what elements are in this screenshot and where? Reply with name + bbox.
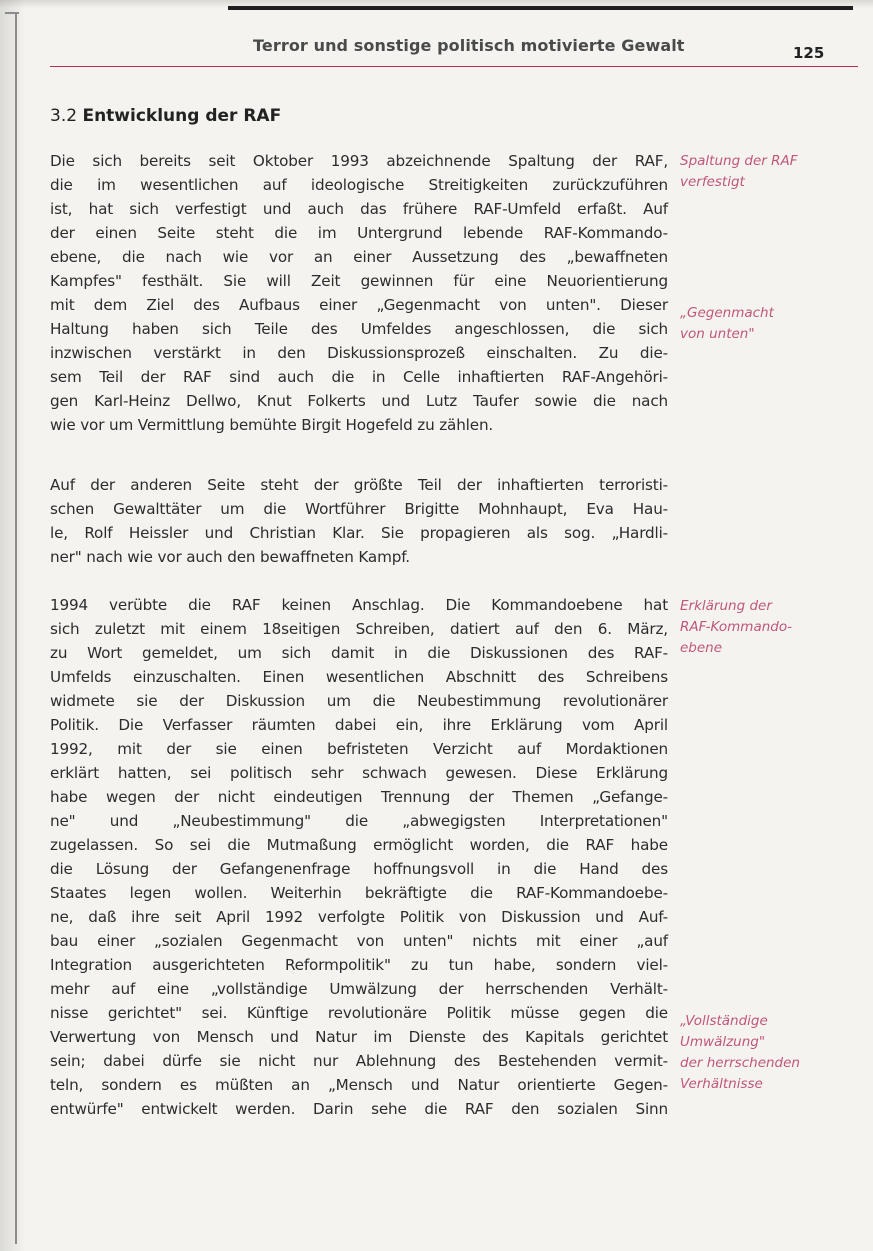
section-number: 3.2 [50, 106, 78, 126]
margin-note-line: Umwälzung" [680, 1034, 766, 1050]
text-line: widmete sie der Diskussion um die Neubestimmung revolutionärer [50, 692, 668, 710]
text-line: Verwertung von Mensch und Natur im Dienste des Kapitals gerichtet [50, 1028, 668, 1046]
margin-note-line: „Gegenmacht [680, 305, 774, 321]
paragraph-3 [50, 593, 668, 1121]
section-heading [50, 106, 281, 126]
text-line: ebene, die nach wie vor an einer Aussetzung des „bewaffneten [50, 248, 668, 266]
margin-note-line: ebene [680, 640, 723, 656]
margin-note-line: von unten" [680, 326, 755, 342]
binding-shadow [0, 0, 26, 1251]
section-title: Entwicklung der RAF [82, 106, 282, 126]
text-line: Kampfes" festhält. Sie will Zeit gewinnen für eine Neuorientierung [50, 272, 668, 290]
text-line: sein; dabei dürfe sie nicht nur Ablehnung des Bestehenden vermit- [50, 1052, 668, 1070]
text-line: Umfelds einzuschalten. Einen wesentlichen Abschnitt des Schreibens [50, 668, 668, 686]
text-line: der einen Seite steht die im Untergrund lebende RAF-Kommando- [50, 224, 668, 242]
text-line: mit dem Ziel des Aufbaus einer „Gegenmacht von unten". Dieser [50, 296, 668, 314]
header-rule [50, 66, 858, 67]
paragraph-1 [50, 149, 668, 437]
margin-note-4 [680, 1011, 850, 1095]
margin-note-line: der herrschenden [680, 1055, 800, 1071]
paragraph-2 [50, 473, 668, 569]
margin-note-line: Verhältnisse [680, 1076, 763, 1092]
text-line: schen Gewalttäter um die Wortführer Brigitte Mohnhaupt, Eva Hau- [50, 500, 668, 518]
margin-note-line: Spaltung der RAF [680, 153, 798, 169]
text-line: ne, daß ihre seit April 1992 verfolgte Politik von Diskussion und Auf- [50, 908, 668, 926]
text-line: sem Teil der RAF sind auch die in Celle inhaftierten RAF-Angehöri- [50, 368, 668, 386]
binding-line [15, 14, 17, 1244]
text-line: Integration ausgerichteten Reformpolitik" zu tun habe, sondern viel- [50, 956, 668, 974]
margin-note-line: Erklärung der [680, 598, 772, 614]
text-line: inzwischen verstärkt in den Diskussionsprozeß einschalten. Zu die- [50, 344, 668, 362]
text-line: Staates legen wollen. Weiterhin bekräftigte die RAF-Kommandoebe- [50, 884, 668, 902]
text-line: die im wesentlichen auf ideologische Streitigkeiten zurückzuführen [50, 176, 668, 194]
text-line: zu Wort gemeldet, um sich damit in die Diskussionen des RAF- [50, 644, 668, 662]
text-line: ne" und „Neubestimmung" die „abwegigsten Interpretationen" [50, 812, 668, 830]
text-line: bau einer „sozialen Gegenmacht von unten" nichts mit einer „auf [50, 932, 668, 950]
margin-note-1 [680, 151, 850, 193]
text-line: Die sich bereits seit Oktober 1993 abzeichnende Spaltung der RAF, [50, 152, 668, 170]
margin-note-3 [680, 596, 850, 659]
text-line: nisse gerichtet" sei. Künftige revolutionäre Politik müsse gegen die [50, 1004, 668, 1022]
text-line: teln, sondern es müßten an „Mensch und Natur orientierte Gegen- [50, 1076, 668, 1094]
text-line: Haltung haben sich Teile des Umfeldes angeschlossen, die sich [50, 320, 668, 338]
text-line: ist, hat sich verfestigt und auch das frühere RAF-Umfeld erfaßt. Auf [50, 200, 668, 218]
text-line: 1994 verübte die RAF keinen Anschlag. Die Kommandoebene hat [50, 596, 668, 614]
page-top-rule [228, 6, 853, 10]
text-line: erklärt hatten, sei politisch sehr schwach gewesen. Diese Erklärung [50, 764, 668, 782]
text-line: zugelassen. So sei die Mutmaßung ermöglicht worden, die RAF habe [50, 836, 668, 854]
margin-note-2 [680, 303, 850, 345]
margin-note-line: RAF-Kommando- [680, 619, 792, 635]
margin-note-line: „Vollständige [680, 1013, 768, 1029]
text-line: le, Rolf Heissler und Christian Klar. Sie propagieren als sog. „Hardli- [50, 524, 668, 542]
text-line: 1992, mit der sie einen befristeten Verzicht auf Mordaktionen [50, 740, 668, 758]
text-line: wie vor um Vermittlung bemühte Birgit Hogefeld zu zählen. [50, 416, 494, 434]
text-line: die Lösung der Gefangenenfrage hoffnungsvoll in die Hand des [50, 860, 668, 878]
page-number: 125 [793, 44, 825, 62]
running-header: Terror und sonstige politisch motivierte Gewalt [253, 36, 685, 55]
text-line: gen Karl-Heinz Dellwo, Knut Folkerts und Lutz Taufer sowie die nach [50, 392, 668, 410]
text-line: Auf der anderen Seite steht der größte Teil der inhaftierten terroristi- [50, 476, 668, 494]
text-line: Politik. Die Verfasser räumten dabei ein, ihre Erklärung vom April [50, 716, 668, 734]
text-line: mehr auf eine „vollständige Umwälzung der herrschenden Verhält- [50, 980, 668, 998]
text-line: sich zuletzt mit einem 18seitigen Schreiben, datiert auf den 6. März, [50, 620, 668, 638]
margin-note-line: verfestigt [680, 174, 745, 190]
text-line: habe wegen der nicht eindeutigen Trennung der Themen „Gefange- [50, 788, 668, 806]
text-line: entwürfe" entwickelt werden. Darin sehe die RAF den sozialen Sinn [50, 1100, 668, 1118]
text-line: ner" nach wie vor auch den bewaffneten Kampf. [50, 548, 410, 566]
